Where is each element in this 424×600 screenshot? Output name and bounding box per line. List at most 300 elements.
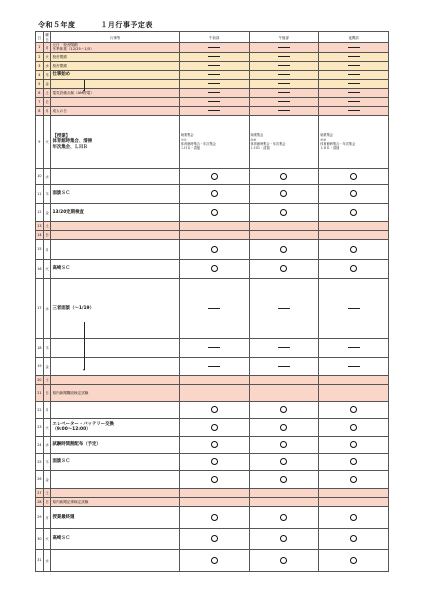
table-row <box>36 97 389 106</box>
table-row <box>36 230 389 239</box>
dow-cell: 火 <box>43 115 51 168</box>
col-b-cell <box>249 61 319 70</box>
col-a-cell <box>179 401 249 418</box>
col-a-cell <box>179 497 249 506</box>
dow-cell: 火 <box>43 528 51 549</box>
date-cell: 9 <box>36 115 44 168</box>
dow-cell: 金 <box>43 470 51 488</box>
dow-cell: 日 <box>43 497 51 506</box>
date-cell: 31 <box>36 549 44 571</box>
col-a-cell <box>179 203 249 221</box>
date-cell: 19 <box>36 357 44 375</box>
col-c-cell <box>319 203 389 221</box>
no-class-dash-icon <box>208 74 220 75</box>
col-b-cell <box>249 79 319 88</box>
col-b-cell: 始業集会 ⑤⑥ 体育館時集合・年次集会 ＬＨＲ・清掃 <box>249 115 319 168</box>
date-cell: 26 <box>36 470 44 488</box>
date-cell: 12 <box>36 203 44 221</box>
attendance-circle-icon <box>350 209 357 216</box>
schedule-title: １月行事予定表 <box>100 21 153 29</box>
table-row <box>36 79 389 88</box>
attendance-circle-icon <box>280 406 287 413</box>
date-cell: 4 <box>36 70 44 79</box>
header-date: 日 <box>36 32 44 43</box>
col-b-cell <box>249 203 319 221</box>
col-c-cell <box>319 470 389 488</box>
table-row <box>36 43 389 53</box>
date-cell: 29 <box>36 506 44 528</box>
date-cell: 27 <box>36 488 44 497</box>
table-row <box>36 168 389 184</box>
event-cell <box>51 168 179 184</box>
col-c-cell <box>319 549 389 571</box>
dow-cell: 土 <box>43 375 51 384</box>
col-c-cell <box>319 357 389 375</box>
no-class-dash-icon <box>208 83 220 84</box>
attendance-circle-icon <box>280 209 287 216</box>
event-cell: 試験時間割配布（予定） <box>51 436 179 453</box>
table-row <box>36 488 389 497</box>
attendance-circle-icon <box>350 458 357 465</box>
attendance-circle-icon <box>280 535 287 542</box>
date-cell: 18 <box>36 338 44 357</box>
date-cell: 13 <box>36 221 44 230</box>
col-c-cell <box>319 497 389 506</box>
col-c-cell <box>319 453 389 470</box>
col-c-cell <box>319 230 389 239</box>
no-class-dash-icon <box>208 65 220 66</box>
event-cell <box>51 230 179 239</box>
dow-cell: 月 <box>43 106 51 115</box>
table-row <box>36 106 389 115</box>
no-class-dash-icon <box>348 110 360 111</box>
col-c-cell <box>319 488 389 497</box>
col-b-cell <box>249 375 319 384</box>
continuation-arrow <box>84 80 85 91</box>
table-row <box>36 88 389 97</box>
event-cell: 高崎ＳＣ <box>51 528 179 549</box>
year-label: 令和５年度 <box>38 21 76 29</box>
table-row <box>36 61 389 70</box>
dow-cell: 木 <box>43 70 51 79</box>
table-row <box>36 401 389 418</box>
event-cell <box>51 375 179 384</box>
col-c-cell <box>319 52 389 61</box>
date-cell: 5 <box>36 79 44 88</box>
dow-cell: 火 <box>43 259 51 278</box>
col-c-cell <box>319 61 389 70</box>
dow-cell: 水 <box>43 549 51 571</box>
col-a-cell <box>179 184 249 203</box>
table-row <box>36 384 389 401</box>
col-b-cell <box>249 418 319 436</box>
event-cell <box>51 239 179 259</box>
col-c-cell <box>319 418 389 436</box>
dow-cell: 土 <box>43 88 51 97</box>
event-cell: 元日 校舎閉鎖 冬季休業（12/25～1/5） <box>51 43 179 53</box>
no-class-dash-icon <box>348 308 360 309</box>
no-class-dash-icon <box>208 47 220 48</box>
col-a-cell <box>179 418 249 436</box>
col-a-cell <box>179 506 249 528</box>
no-class-dash-icon <box>348 65 360 66</box>
attendance-circle-icon <box>350 246 357 253</box>
col-a-cell <box>179 488 249 497</box>
attendance-circle-icon <box>211 535 218 542</box>
event-cell <box>51 357 179 375</box>
date-cell: 25 <box>36 453 44 470</box>
dow-cell: 金 <box>43 203 51 221</box>
col-b-cell <box>249 497 319 506</box>
col-b-cell <box>249 168 319 184</box>
no-class-dash-icon <box>278 83 290 84</box>
col-b-cell <box>249 338 319 357</box>
no-class-dash-icon <box>278 92 290 93</box>
col-b-cell <box>249 239 319 259</box>
col-b-cell <box>249 401 319 418</box>
event-cell: 電気設備点検（AM停電） <box>51 88 179 97</box>
col-a-cell <box>179 79 249 88</box>
date-cell: 8 <box>36 106 44 115</box>
event-cell <box>51 338 179 357</box>
attendance-circle-icon <box>280 458 287 465</box>
no-class-dash-icon <box>278 47 290 48</box>
col-a-cell <box>179 549 249 571</box>
attendance-circle-icon <box>280 265 287 272</box>
dow-cell: 水 <box>43 278 51 338</box>
event-cell: 県内新聞記事検定試験 <box>51 497 179 506</box>
col-a-cell <box>179 338 249 357</box>
attendance-circle-icon <box>211 424 218 431</box>
col-c-cell <box>319 375 389 384</box>
col-a-cell <box>179 357 249 375</box>
col-c-cell <box>319 106 389 115</box>
col-c-cell: 始業集会 ⑨⑩ 体育館時集合・年次集会 ＬＨＲ・清掃 <box>319 115 389 168</box>
date-cell: 20 <box>36 375 44 384</box>
event-cell <box>51 488 179 497</box>
no-class-dash-icon <box>278 65 290 66</box>
schedule-table <box>35 31 389 572</box>
col-b-cell <box>249 106 319 115</box>
no-class-dash-icon <box>278 56 290 57</box>
no-class-dash-icon <box>278 101 290 102</box>
page-title <box>38 20 153 30</box>
col-a-cell <box>179 52 249 61</box>
table-row <box>36 115 389 168</box>
attendance-circle-icon <box>280 441 287 448</box>
col-c-cell <box>319 70 389 79</box>
col-a-cell <box>179 278 249 338</box>
col-b-cell <box>249 357 319 375</box>
table-row <box>36 453 389 470</box>
attendance-circle-icon <box>211 441 218 448</box>
event-cell: 県内新聞購読検定試験 <box>51 384 179 401</box>
attendance-circle-icon <box>211 476 218 483</box>
dow-cell: 金 <box>43 79 51 88</box>
col-b-cell <box>249 230 319 239</box>
table-row <box>36 184 389 203</box>
no-class-dash-icon <box>278 366 290 367</box>
event-cell: 校舎閉鎖 <box>51 61 179 70</box>
dow-cell: 月 <box>43 43 51 53</box>
attendance-circle-icon <box>280 173 287 180</box>
no-class-dash-icon <box>208 347 220 348</box>
event-cell <box>51 549 179 571</box>
attendance-circle-icon <box>350 514 357 521</box>
no-class-dash-icon <box>348 92 360 93</box>
attendance-circle-icon <box>211 209 218 216</box>
header-dow: 曜日 <box>43 32 51 43</box>
dow-cell: 日 <box>43 384 51 401</box>
table-row <box>36 375 389 384</box>
col-a-cell <box>179 61 249 70</box>
col-b-cell <box>249 70 319 79</box>
col-c-cell <box>319 384 389 401</box>
dow-cell: 木 <box>43 453 51 470</box>
dow-cell: 金 <box>43 357 51 375</box>
attendance-circle-icon <box>350 441 357 448</box>
attendance-circle-icon <box>280 557 287 564</box>
col-a-cell <box>179 453 249 470</box>
attendance-circle-icon <box>211 458 218 465</box>
table-row <box>36 338 389 357</box>
col-a-cell <box>179 259 249 278</box>
date-cell: 14 <box>36 230 44 239</box>
table-row <box>36 506 389 528</box>
header-event: 行事等 <box>51 32 179 43</box>
date-cell: 1 <box>36 43 44 53</box>
col-c-cell <box>319 221 389 230</box>
event-cell: 【授業】 体育館時集合、清掃 年次集会、ＬＨＲ <box>51 115 179 168</box>
col-b-cell <box>249 97 319 106</box>
col-c-cell <box>319 88 389 97</box>
col-b-cell <box>249 528 319 549</box>
attendance-circle-icon <box>211 190 218 197</box>
table-row <box>36 436 389 453</box>
no-class-dash-icon <box>348 47 360 48</box>
table-row <box>36 418 389 436</box>
date-cell: 23 <box>36 418 44 436</box>
col-a-cell <box>179 528 249 549</box>
attendance-circle-icon <box>280 246 287 253</box>
col-a-cell <box>179 436 249 453</box>
date-cell: 11 <box>36 184 44 203</box>
col-c-cell <box>319 97 389 106</box>
table-row <box>36 221 389 230</box>
col-b-cell <box>249 384 319 401</box>
col-b-cell <box>249 488 319 497</box>
attendance-circle-icon <box>211 514 218 521</box>
date-cell: 22 <box>36 401 44 418</box>
dow-cell: 水 <box>43 168 51 184</box>
no-class-dash-icon <box>348 347 360 348</box>
date-cell: 21 <box>36 384 44 401</box>
attendance-circle-icon <box>350 424 357 431</box>
event-cell: エレベーター・バッテリー交換 （9:00～12:00） <box>51 418 179 436</box>
date-cell: 15 <box>36 239 44 259</box>
no-class-dash-icon <box>348 74 360 75</box>
event-cell: 面談ＳＣ <box>51 184 179 203</box>
dow-cell: 月 <box>43 239 51 259</box>
attendance-circle-icon <box>211 173 218 180</box>
col-b-cell <box>249 436 319 453</box>
attendance-circle-icon <box>211 265 218 272</box>
col-c-cell <box>319 239 389 259</box>
col-a-cell <box>179 375 249 384</box>
no-class-dash-icon <box>208 308 220 309</box>
event-cell: 面談ＳＣ <box>51 453 179 470</box>
no-class-dash-icon <box>348 101 360 102</box>
date-cell: 24 <box>36 436 44 453</box>
no-class-dash-icon <box>208 110 220 111</box>
attendance-circle-icon <box>211 246 218 253</box>
attendance-circle-icon <box>280 476 287 483</box>
col-c-cell <box>319 278 389 338</box>
event-cell: 成人の日 <box>51 106 179 115</box>
no-class-dash-icon <box>208 101 220 102</box>
dow-cell: 土 <box>43 488 51 497</box>
date-cell: 10 <box>36 168 44 184</box>
attendance-circle-icon <box>350 406 357 413</box>
col-b-cell <box>249 43 319 53</box>
col-b-cell <box>249 453 319 470</box>
dow-cell: 水 <box>43 61 51 70</box>
dow-cell: 木 <box>43 338 51 357</box>
date-cell: 7 <box>36 97 44 106</box>
dow-cell: 木 <box>43 184 51 203</box>
col-c-cell <box>319 184 389 203</box>
col-a-cell <box>179 470 249 488</box>
date-cell: 2 <box>36 52 44 61</box>
attendance-circle-icon <box>280 190 287 197</box>
no-class-dash-icon <box>278 308 290 309</box>
col-a-cell: 始業集会 ①② 体育館時集合・年次集会 ＬＨＲ・清掃 <box>179 115 249 168</box>
no-class-dash-icon <box>208 92 220 93</box>
continuation-arrow <box>84 322 85 370</box>
col-c-cell <box>319 259 389 278</box>
col-b-cell <box>249 184 319 203</box>
header-col-b: 午後部 <box>249 32 319 43</box>
col-c-cell <box>319 168 389 184</box>
col-b-cell <box>249 470 319 488</box>
attendance-circle-icon <box>350 190 357 197</box>
col-a-cell <box>179 230 249 239</box>
date-cell: 28 <box>36 497 44 506</box>
col-c-cell <box>319 338 389 357</box>
event-cell <box>51 79 179 88</box>
event-cell: 高崎ＳＣ <box>51 259 179 278</box>
col-a-cell <box>179 88 249 97</box>
col-a-cell <box>179 239 249 259</box>
event-cell <box>51 401 179 418</box>
col-a-cell <box>179 384 249 401</box>
col-b-cell <box>249 549 319 571</box>
dow-cell: 月 <box>43 506 51 528</box>
col-a-cell <box>179 43 249 53</box>
date-cell: 6 <box>36 88 44 97</box>
event-cell: 三者面談（～1/19） <box>51 278 179 338</box>
col-c-cell <box>319 79 389 88</box>
table-row <box>36 70 389 79</box>
table-row <box>36 239 389 259</box>
attendance-circle-icon <box>211 406 218 413</box>
event-cell: 授業最終週 <box>51 506 179 528</box>
header-col-c: 夜間部 <box>319 32 389 43</box>
table-row <box>36 203 389 221</box>
col-a-cell <box>179 97 249 106</box>
header-col-a: 午前部 <box>179 32 249 43</box>
no-class-dash-icon <box>278 74 290 75</box>
col-b-cell <box>249 259 319 278</box>
attendance-circle-icon <box>350 265 357 272</box>
attendance-circle-icon <box>280 514 287 521</box>
table-row <box>36 497 389 506</box>
col-b-cell <box>249 88 319 97</box>
table-row <box>36 357 389 375</box>
event-cell <box>51 221 179 230</box>
dow-cell: 日 <box>43 230 51 239</box>
event-cell: 校舎閉鎖 <box>51 52 179 61</box>
date-cell: 16 <box>36 259 44 278</box>
date-cell: 17 <box>36 278 44 338</box>
table-row <box>36 528 389 549</box>
table-row <box>36 470 389 488</box>
attendance-circle-icon <box>350 173 357 180</box>
col-c-cell <box>319 506 389 528</box>
attendance-circle-icon <box>280 424 287 431</box>
table-row <box>36 52 389 61</box>
event-cell <box>51 97 179 106</box>
dow-cell: 月 <box>43 401 51 418</box>
col-c-cell <box>319 43 389 53</box>
col-b-cell <box>249 221 319 230</box>
dow-cell: 土 <box>43 221 51 230</box>
attendance-circle-icon <box>350 476 357 483</box>
col-c-cell <box>319 401 389 418</box>
col-b-cell <box>249 52 319 61</box>
col-c-cell <box>319 436 389 453</box>
dow-cell: 火 <box>43 418 51 436</box>
attendance-circle-icon <box>350 557 357 564</box>
no-class-dash-icon <box>348 56 360 57</box>
event-cell: 仕事始め <box>51 70 179 79</box>
event-cell: 13/20定期検査 <box>51 203 179 221</box>
col-a-cell <box>179 221 249 230</box>
header-row <box>36 32 389 43</box>
col-a-cell <box>179 70 249 79</box>
col-a-cell <box>179 106 249 115</box>
col-b-cell <box>249 278 319 338</box>
dow-cell: 日 <box>43 97 51 106</box>
col-b-cell <box>249 506 319 528</box>
no-class-dash-icon <box>208 366 220 367</box>
no-class-dash-icon <box>348 366 360 367</box>
no-class-dash-icon <box>208 56 220 57</box>
dow-cell: 火 <box>43 52 51 61</box>
date-cell: 30 <box>36 528 44 549</box>
event-cell <box>51 470 179 488</box>
no-class-dash-icon <box>348 83 360 84</box>
table-row <box>36 278 389 338</box>
table-row <box>36 259 389 278</box>
dow-cell: 水 <box>43 436 51 453</box>
date-cell: 3 <box>36 61 44 70</box>
col-a-cell <box>179 168 249 184</box>
no-class-dash-icon <box>278 110 290 111</box>
attendance-circle-icon <box>211 557 218 564</box>
attendance-circle-icon <box>350 535 357 542</box>
table-row <box>36 549 389 571</box>
